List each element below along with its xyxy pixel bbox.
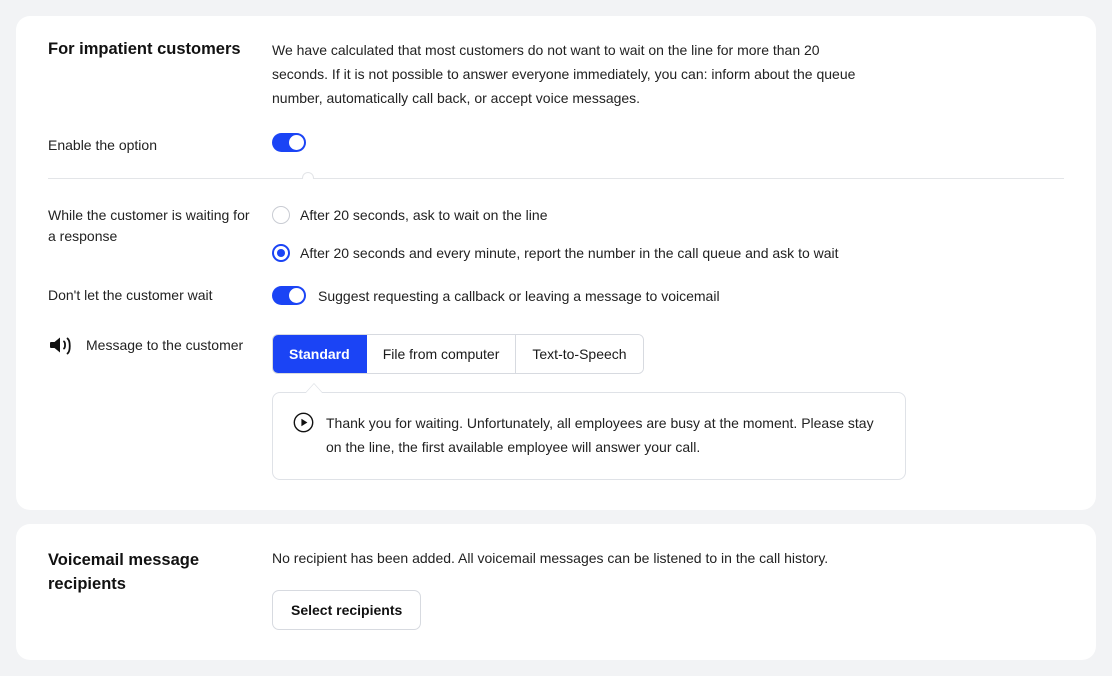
dont-let-wait-row xyxy=(48,285,1064,306)
voicemail-content-cell xyxy=(272,548,1064,630)
radio-option-wait-on-line[interactable] xyxy=(272,205,1064,225)
message-preview-bubble xyxy=(272,392,906,480)
message-content-cell xyxy=(272,334,1064,480)
speaker-icon xyxy=(48,334,76,356)
impatient-customers-card xyxy=(16,16,1096,510)
page-title: For impatient customers xyxy=(48,40,241,58)
enable-option-label-cell xyxy=(48,135,272,156)
radio-icon[interactable] xyxy=(272,206,290,224)
enable-option-control-cell xyxy=(272,133,1064,157)
voicemail-title: Voicemail message recipients xyxy=(48,551,200,593)
message-preview-text: Thank you for waiting. Unfortunately, all employees are busy at the moment. Please stay on the line, the first available employee will answer your call. xyxy=(326,415,874,455)
section-divider xyxy=(48,178,1064,179)
intro-description: We have calculated that most customers do not want to wait on the line for more than 20 seconds. If it is not possible to answer everyone immediately, you can: inform about the queue number, automatically call back, or accept voice messages. xyxy=(272,42,856,106)
toggle-knob xyxy=(289,288,304,303)
enable-option-row xyxy=(48,133,1064,157)
message-source-tabs xyxy=(272,334,644,374)
tab-file-from-computer[interactable]: File from computer xyxy=(367,335,517,373)
tab-standard[interactable]: Standard xyxy=(273,335,367,373)
intro-row xyxy=(48,38,1064,110)
voicemail-title-cell xyxy=(48,548,272,596)
callback-toggle[interactable] xyxy=(272,286,306,305)
tab-text-to-speech[interactable]: Text-to-Speech xyxy=(516,335,642,373)
radio-icon-selected[interactable] xyxy=(272,244,290,262)
waiting-response-options xyxy=(272,205,1064,263)
callback-toggle-group xyxy=(272,286,1064,305)
radio-option-report-queue-number[interactable] xyxy=(272,243,1064,263)
divider-notch xyxy=(302,172,314,179)
voicemail-description: No recipient has been added. All voicemail messages can be listened to in the call history. xyxy=(272,550,829,566)
toggle-knob xyxy=(289,135,304,150)
voicemail-row xyxy=(48,548,1064,630)
select-recipients-button[interactable]: Select recipients xyxy=(272,590,421,630)
message-to-customer-row xyxy=(48,334,1064,480)
enable-option-label: Enable the option xyxy=(48,136,157,153)
message-to-customer-label: Message to the customer xyxy=(86,336,244,353)
divider-line xyxy=(48,178,1064,179)
radio-option-label: After 20 seconds and every minute, report the number in the call queue and ask to wait xyxy=(300,245,839,261)
message-label-cell xyxy=(48,334,272,356)
play-icon[interactable] xyxy=(293,412,314,438)
voicemail-recipients-card xyxy=(16,524,1096,660)
dont-let-wait-label: Don't let the customer wait xyxy=(48,287,213,303)
callback-toggle-label: Suggest requesting a callback or leaving a message to voicemail xyxy=(318,287,720,304)
intro-text-cell xyxy=(272,38,1064,110)
section-title-cell xyxy=(48,38,272,60)
waiting-response-label-cell xyxy=(48,205,272,247)
waiting-response-label: While the customer is waiting for a response xyxy=(48,207,250,244)
enable-option-toggle[interactable] xyxy=(272,133,306,152)
dont-let-wait-control-cell xyxy=(272,286,1064,305)
dont-let-wait-label-cell xyxy=(48,285,272,306)
radio-option-label: After 20 seconds, ask to wait on the line xyxy=(300,207,548,223)
waiting-response-row xyxy=(48,205,1064,263)
